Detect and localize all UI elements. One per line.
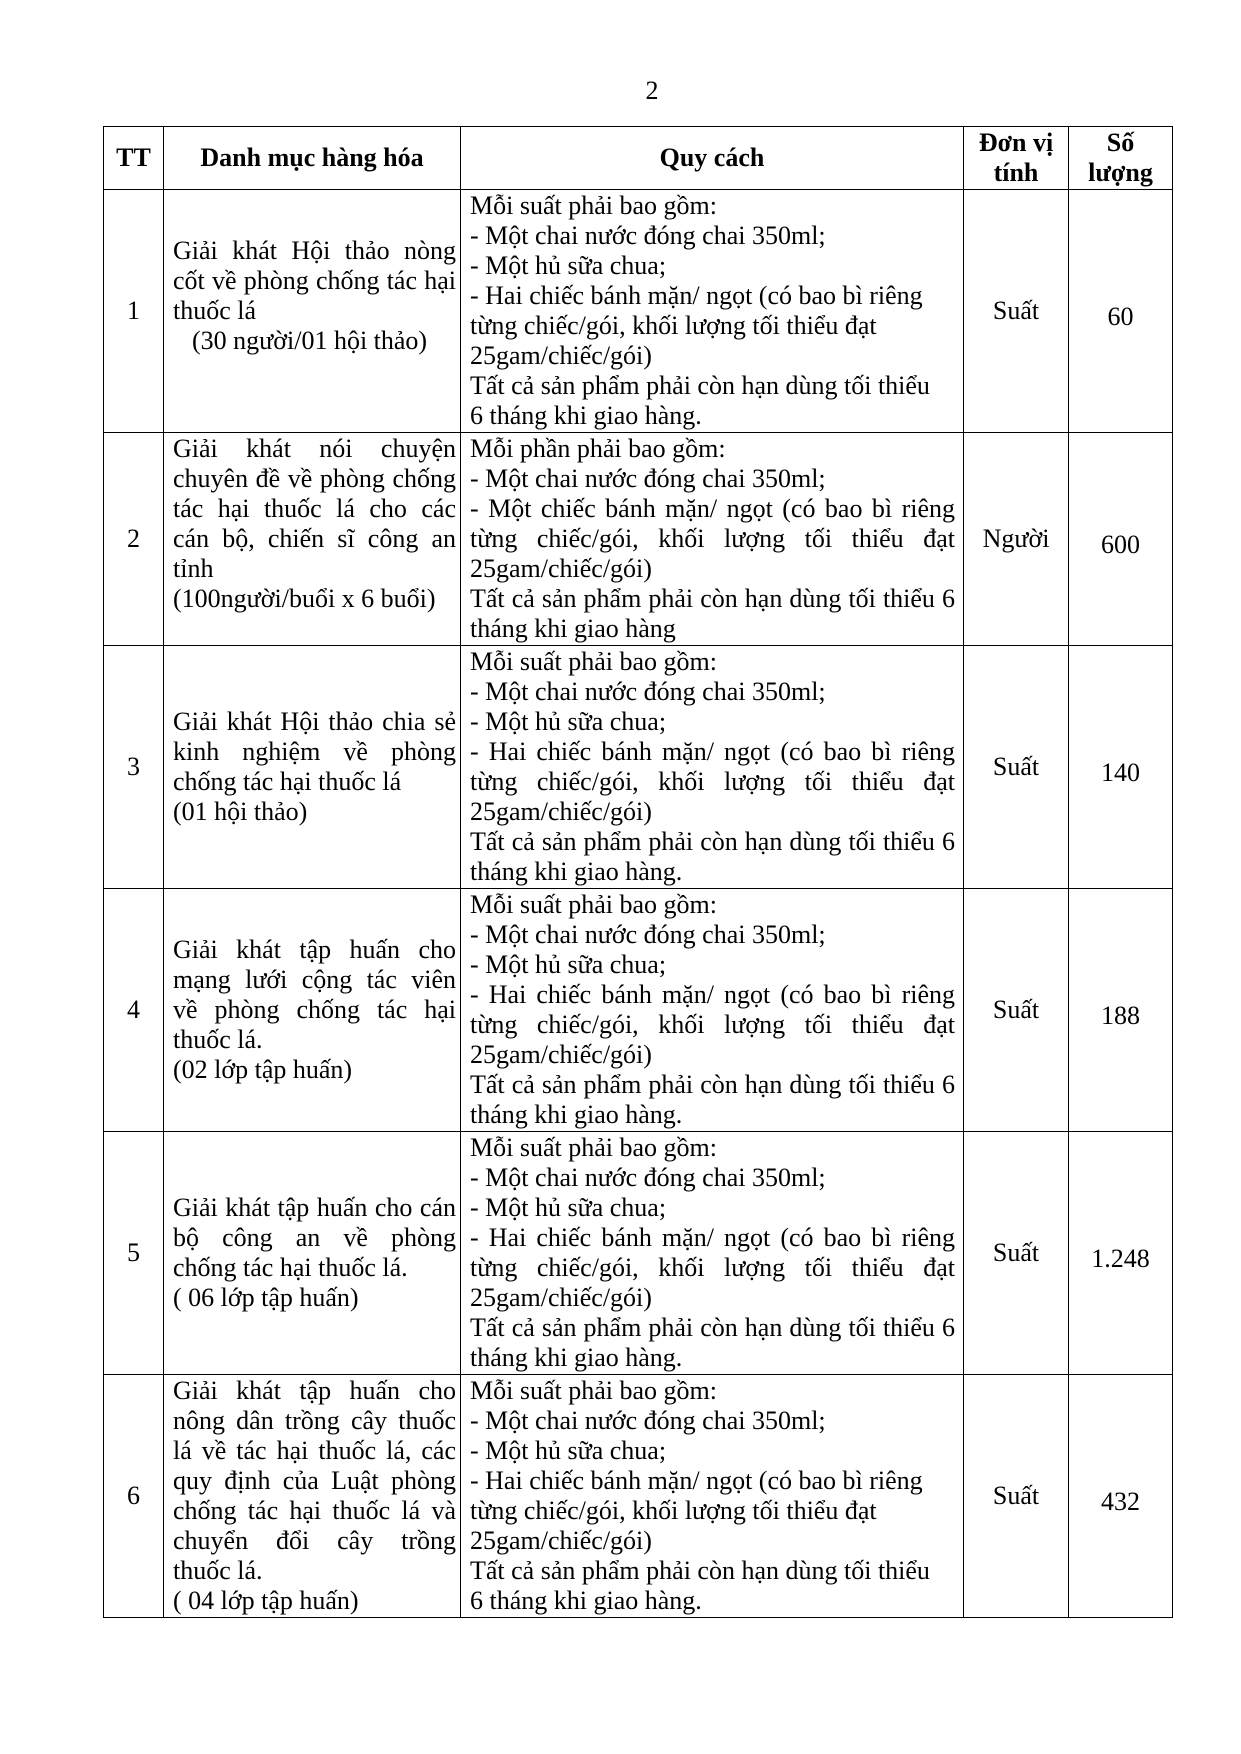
spec-line: - Một chai nước đóng chai 350ml;	[470, 920, 826, 949]
tt-cell: 6	[104, 1375, 164, 1618]
spec-line: từng chiếc/gói, khối lượng tối thiểu đạt	[470, 1253, 955, 1282]
tt-cell: 1	[104, 190, 164, 433]
item-line: chống tác hại thuốc lá và	[173, 1496, 456, 1525]
item-line: bộ công an về phòng	[173, 1223, 456, 1252]
item-line: (100người/buổi x 6 buổi)	[173, 584, 436, 613]
tt-cell: 5	[104, 1132, 164, 1375]
item-line: mạng lưới cộng tác viên	[173, 965, 456, 994]
table-row	[104, 190, 1173, 433]
spec-line: tháng khi giao hàng.	[470, 1100, 683, 1129]
spec-cell	[461, 1132, 964, 1375]
item-line: Giải khát tập huấn cho	[173, 935, 456, 964]
unit-cell: Người	[964, 433, 1069, 646]
item-cell	[164, 646, 461, 889]
item-line: Giải khát nói chuyện	[173, 434, 456, 463]
goods-table	[103, 126, 1173, 1618]
spec-line: 6 tháng khi giao hàng.	[470, 1586, 702, 1615]
item-line: cán bộ, chiến sĩ công an	[173, 524, 456, 553]
spec-line: Mỗi phần phải bao gồm:	[470, 434, 726, 463]
tt-cell: 3	[104, 646, 164, 889]
qty-cell: 140	[1069, 646, 1173, 889]
item-line: tác hại thuốc lá cho các	[173, 494, 456, 523]
item-line: chống tác hại thuốc lá.	[173, 1253, 408, 1282]
item-cell	[164, 433, 461, 646]
spec-line: Mỗi suất phải bao gồm:	[470, 647, 717, 676]
tt-cell: 4	[104, 889, 164, 1132]
spec-line: 25gam/chiếc/gói)	[470, 341, 652, 370]
item-line: quy định của Luật phòng	[173, 1466, 456, 1495]
spec-line: - Một hủ sữa chua;	[470, 707, 667, 736]
item-line: thuốc lá.	[173, 1556, 263, 1585]
spec-line: tháng khi giao hàng.	[470, 857, 683, 886]
spec-line: Mỗi suất phải bao gồm:	[470, 191, 717, 220]
item-line: về phòng chống tác hại	[173, 995, 456, 1024]
spec-line: - Một hủ sữa chua;	[470, 1193, 667, 1222]
item-line: Giải khát tập huấn cho	[173, 1376, 456, 1405]
table-row	[104, 433, 1173, 646]
item-cell	[164, 190, 461, 433]
item-line: thuốc lá	[173, 295, 257, 325]
spec-line: Tất cả sản phẩm phải còn hạn dùng tối thiểu 6	[470, 1313, 955, 1342]
item-line: (02 lớp tập huấn)	[173, 1055, 353, 1084]
qty-cell: 432	[1069, 1375, 1173, 1618]
spec-line: - Hai chiếc bánh mặn/ ngọt (có bao bì riêng	[470, 1223, 955, 1252]
spec-line: Tất cả sản phẩm phải còn hạn dùng tối thiểu 6	[470, 827, 955, 856]
spec-line: 6 tháng khi giao hàng.	[470, 401, 702, 430]
spec-line: - Một chai nước đóng chai 350ml;	[470, 677, 826, 706]
qty-cell: 188	[1069, 889, 1173, 1132]
header-item: Danh mục hàng hóa	[164, 127, 461, 190]
spec-line: Tất cả sản phẩm phải còn hạn dùng tối thiểu 6	[470, 584, 955, 613]
item-line: lá về tác hại thuốc lá, các	[173, 1436, 456, 1465]
spec-line: Tất cả sản phẩm phải còn hạn dùng tối thiểu 6	[470, 1070, 955, 1099]
spec-line: từng chiếc/gói, khối lượng tối thiểu đạt	[470, 767, 955, 796]
qty-cell: 60	[1069, 190, 1173, 433]
item-line: chuyển đổi cây trồng	[173, 1526, 456, 1555]
spec-line: từng chiếc/gói, khối lượng tối thiểu đạt	[470, 524, 955, 553]
spec-line: 25gam/chiếc/gói)	[470, 554, 652, 583]
item-line: cốt về phòng chống tác hại	[173, 265, 456, 295]
spec-line: Mỗi suất phải bao gồm:	[470, 890, 717, 919]
spec-line: Tất cả sản phẩm phải còn hạn dùng tối thiểu	[470, 371, 930, 400]
spec-line: 25gam/chiếc/gói)	[470, 1040, 652, 1069]
header-qty	[1069, 127, 1173, 190]
page-number: 2	[645, 76, 659, 105]
spec-line: - Hai chiếc bánh mặn/ ngọt (có bao bì riêng	[470, 1466, 923, 1495]
qty-cell: 600	[1069, 433, 1173, 646]
spec-line: từng chiếc/gói, khối lượng tối thiểu đạt	[470, 311, 877, 340]
spec-line: 25gam/chiếc/gói)	[470, 797, 652, 826]
spec-line: - Một chai nước đóng chai 350ml;	[470, 1406, 826, 1435]
item-line: chống tác hại thuốc lá	[173, 767, 402, 796]
item-line: kinh nghiệm về phòng	[173, 737, 456, 766]
spec-line: - Một chai nước đóng chai 350ml;	[470, 464, 826, 493]
spec-line: từng chiếc/gói, khối lượng tối thiểu đạt	[470, 1496, 877, 1525]
table-row	[104, 889, 1173, 1132]
item-cell	[164, 1375, 461, 1618]
item-cell	[164, 889, 461, 1132]
spec-line: - Một hủ sữa chua;	[470, 950, 667, 979]
item-line: (30 người/01 hội thảo)	[192, 325, 428, 355]
item-line: (01 hội thảo)	[173, 797, 308, 826]
header-spec: Quy cách	[461, 127, 964, 190]
spec-line: - Một hủ sữa chua;	[470, 1436, 667, 1465]
header-qty-line: lượng	[1088, 158, 1153, 187]
item-line: Giải khát Hội thảo chia sẻ	[173, 707, 456, 736]
item-line: thuốc lá.	[173, 1025, 263, 1054]
spec-line: - Hai chiếc bánh mặn/ ngọt (có bao bì riêng	[470, 737, 955, 766]
item-line: chuyên đề về phòng chống	[173, 464, 456, 493]
table-row	[104, 1132, 1173, 1375]
spec-line: từng chiếc/gói, khối lượng tối thiểu đạt	[470, 1010, 955, 1039]
qty-cell: 1.248	[1069, 1132, 1173, 1375]
header-unit-line: tính	[993, 158, 1039, 187]
spec-line: Mỗi suất phải bao gồm:	[470, 1133, 717, 1162]
item-cell	[164, 1132, 461, 1375]
item-line: ( 06 lớp tập huấn)	[173, 1283, 359, 1312]
spec-line: - Hai chiếc bánh mặn/ ngọt (có bao bì riêng	[470, 281, 923, 310]
spec-line: - Một chai nước đóng chai 350ml;	[470, 1163, 826, 1192]
item-line: Giải khát tập huấn cho cán	[173, 1193, 456, 1222]
spec-line: Mỗi suất phải bao gồm:	[470, 1376, 717, 1405]
unit-cell: Suất	[964, 1132, 1069, 1375]
spec-line: Tất cả sản phẩm phải còn hạn dùng tối thiểu	[470, 1556, 930, 1585]
spec-cell	[461, 889, 964, 1132]
spec-cell	[461, 433, 964, 646]
table-header-row	[104, 127, 1173, 190]
spec-line: - Hai chiếc bánh mặn/ ngọt (có bao bì riêng	[470, 980, 955, 1009]
table-row	[104, 646, 1173, 889]
spec-cell	[461, 190, 964, 433]
item-line: nông dân trồng cây thuốc	[173, 1406, 456, 1435]
spec-line: 25gam/chiếc/gói)	[470, 1283, 652, 1312]
table-row	[104, 1375, 1173, 1618]
header-unit-line: Đơn vị	[978, 128, 1054, 157]
item-line: ( 04 lớp tập huấn)	[173, 1586, 359, 1615]
tt-cell: 2	[104, 433, 164, 646]
unit-cell: Suất	[964, 1375, 1069, 1618]
spec-line: - Một chai nước đóng chai 350ml;	[470, 221, 826, 250]
spec-line: - Một hủ sữa chua;	[470, 251, 667, 280]
item-line: Giải khát Hội thảo nòng	[173, 235, 456, 265]
item-line: tỉnh	[173, 554, 214, 583]
header-tt: TT	[104, 127, 164, 190]
spec-line: 25gam/chiếc/gói)	[470, 1526, 652, 1555]
header-qty-line: Số	[1106, 128, 1135, 157]
spec-cell	[461, 646, 964, 889]
spec-line: tháng khi giao hàng.	[470, 1343, 683, 1372]
spec-line: tháng khi giao hàng	[470, 614, 676, 643]
header-unit	[964, 127, 1069, 190]
spec-cell	[461, 1375, 964, 1618]
unit-cell: Suất	[964, 190, 1069, 433]
unit-cell: Suất	[964, 646, 1069, 889]
unit-cell: Suất	[964, 889, 1069, 1132]
spec-line: - Một chiếc bánh mặn/ ngọt (có bao bì riêng	[470, 494, 955, 523]
